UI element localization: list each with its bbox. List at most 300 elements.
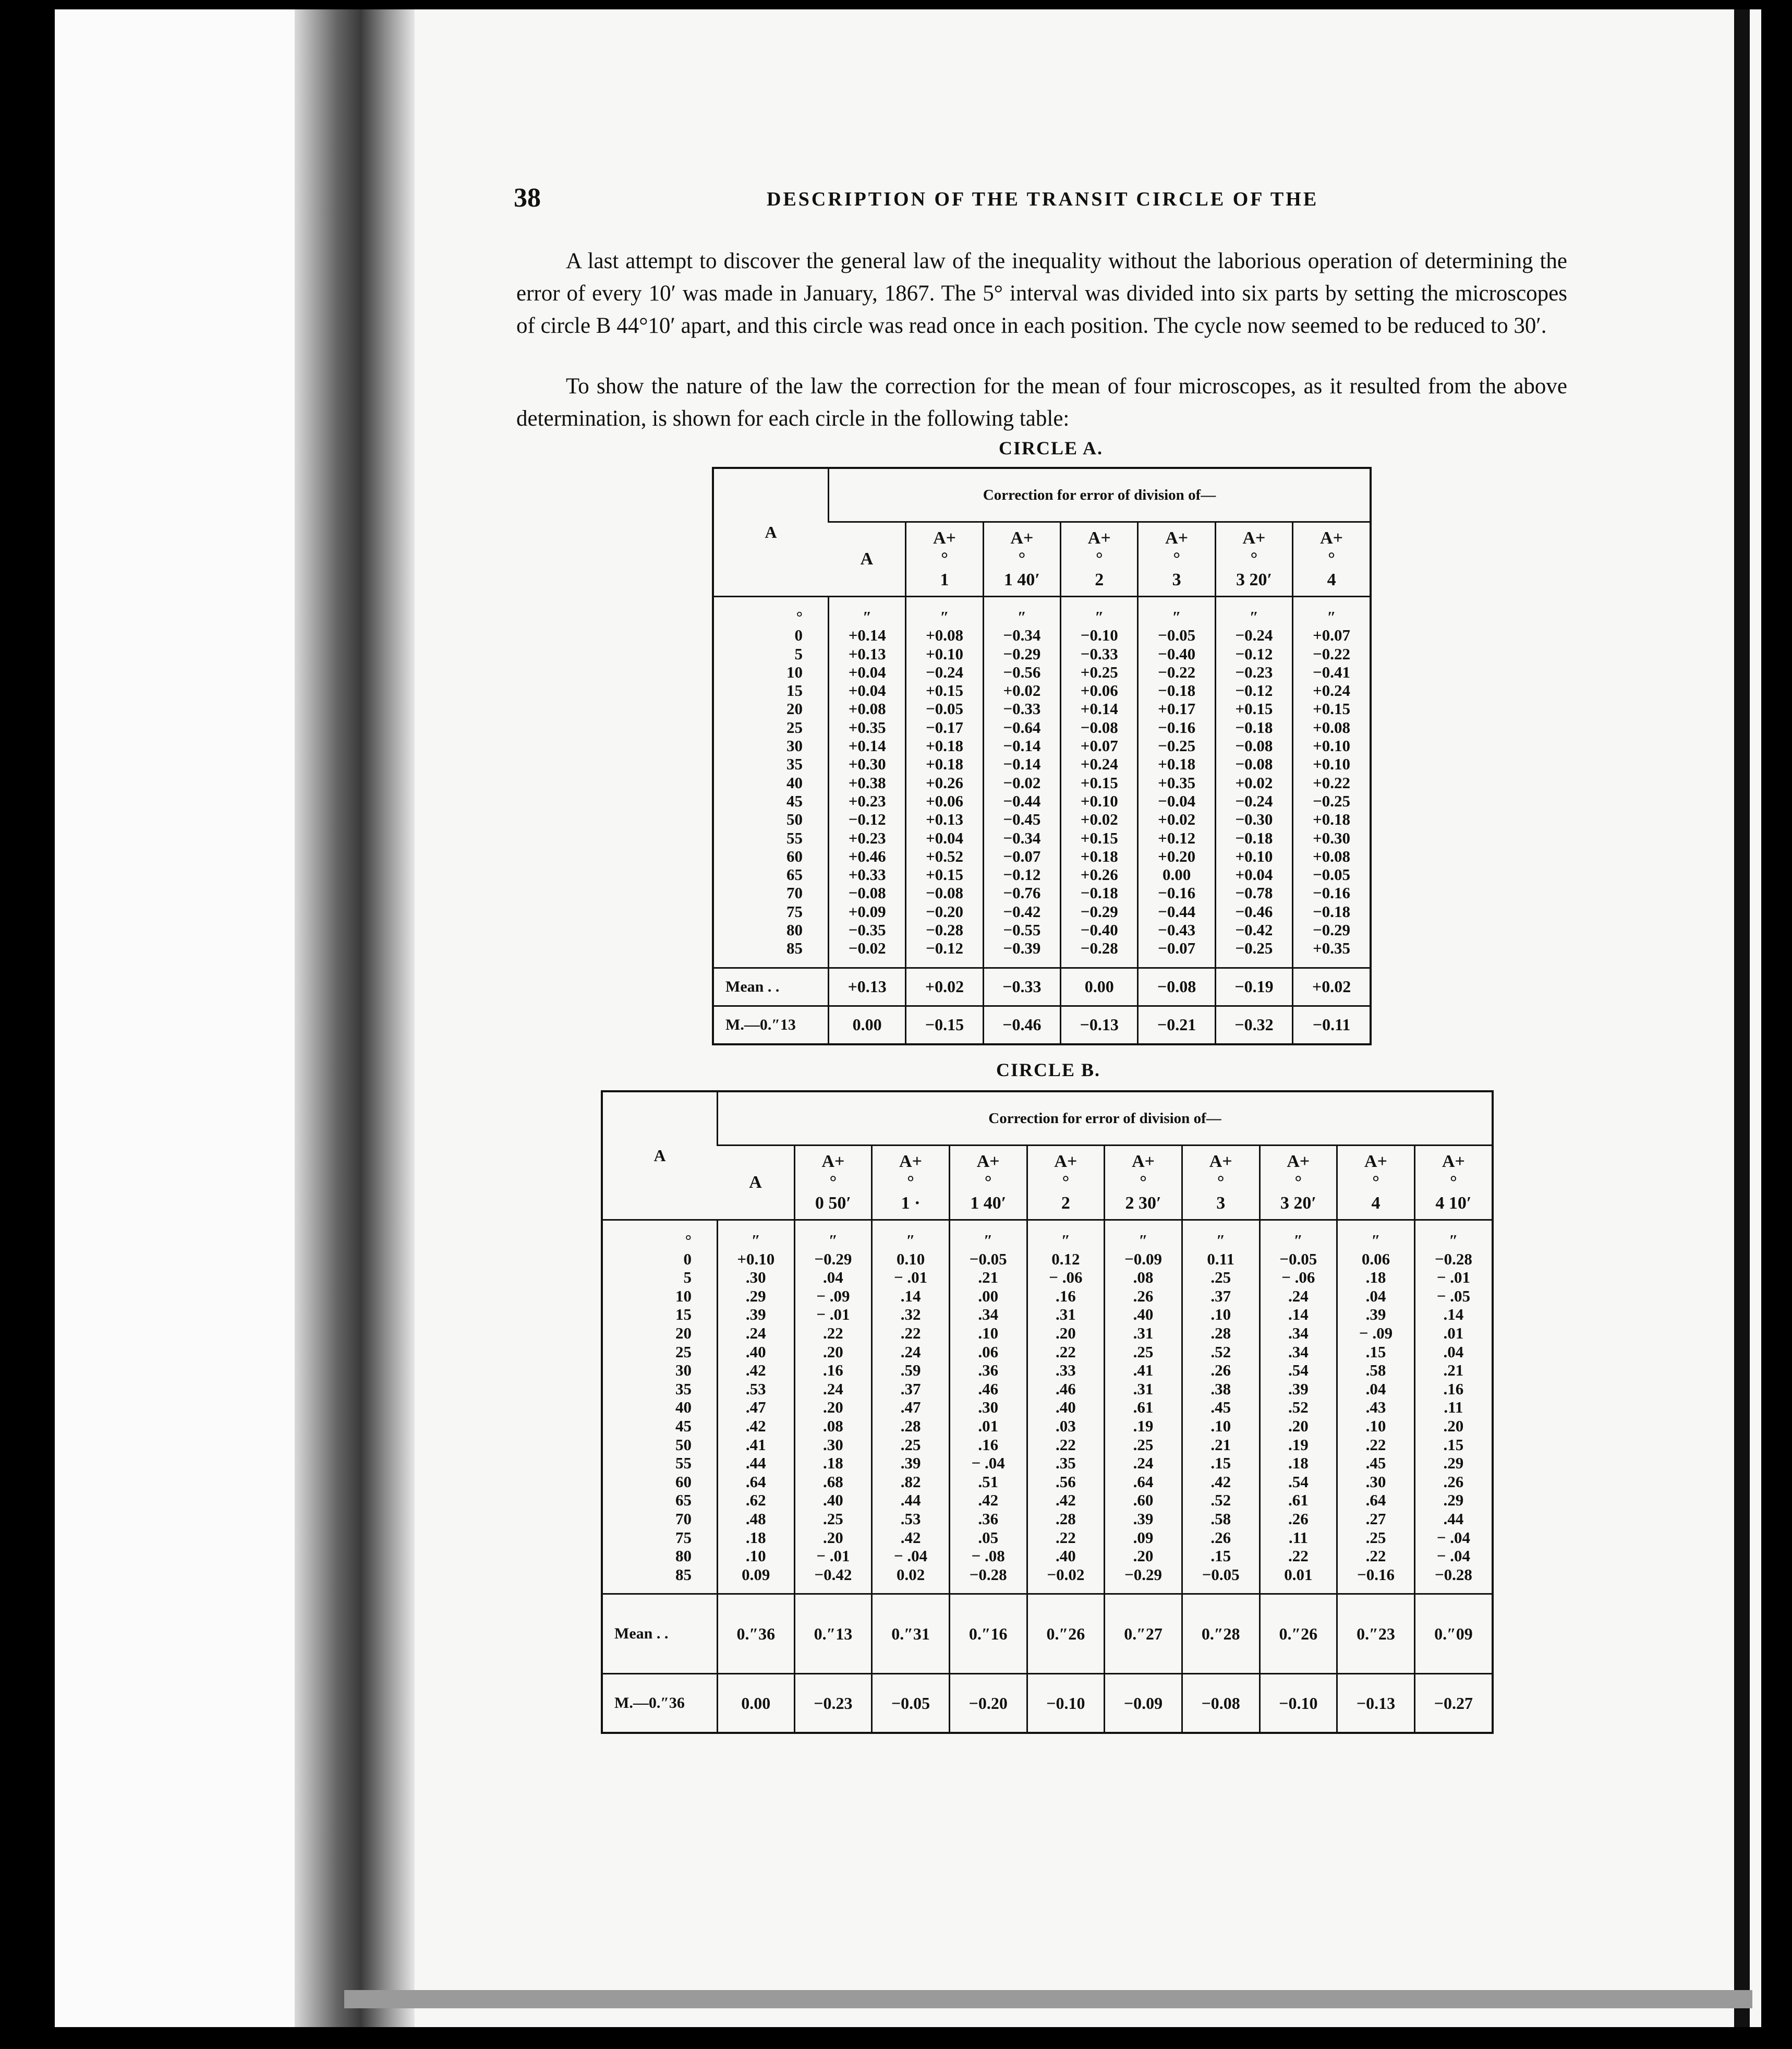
table-cell: − .04 bbox=[893, 1547, 928, 1565]
table-cell: .26 bbox=[1210, 1528, 1231, 1547]
paragraph: To show the nature of the law the correction for the mean of four microscopes, as it resulted from the above determination, is shown for each circle in the following table: bbox=[516, 374, 1567, 431]
mean-value: 0.″27 bbox=[1105, 1594, 1182, 1674]
argument-value: 5 bbox=[794, 644, 803, 663]
table-cell: +0.25 bbox=[1080, 662, 1118, 681]
table-cell: −0.46 bbox=[1235, 902, 1273, 921]
table-cell: +0.08 bbox=[926, 626, 963, 645]
table-cell: +0.18 bbox=[1080, 847, 1118, 865]
mean-value: 0.″28 bbox=[1182, 1594, 1260, 1674]
table-cell: −0.29 bbox=[814, 1249, 852, 1268]
table-cell: −0.08 bbox=[1080, 718, 1118, 737]
column-header: A+ ° 1 40′ bbox=[983, 522, 1060, 597]
table-cell: ″ bbox=[1216, 1231, 1226, 1249]
table-cell: .47 bbox=[900, 1398, 921, 1417]
table-cell: +0.10 bbox=[1080, 791, 1118, 810]
column-header: A+ ° 3 20′ bbox=[1260, 1146, 1337, 1220]
table-cell: −0.40 bbox=[1158, 644, 1196, 663]
value-column bbox=[872, 1220, 950, 1594]
table-cell: .41 bbox=[745, 1435, 766, 1454]
table-cell: .20 bbox=[1056, 1323, 1076, 1342]
mean-difference-value: −0.13 bbox=[1061, 1006, 1138, 1044]
table-cell: ″ bbox=[1371, 1231, 1381, 1249]
table-cell: −0.05 bbox=[1158, 626, 1196, 645]
table-cell: .51 bbox=[978, 1472, 999, 1491]
table-cell: .04 bbox=[1365, 1286, 1386, 1305]
table-cell: −0.55 bbox=[1003, 921, 1041, 939]
table-cell: −0.33 bbox=[1080, 644, 1118, 663]
table-cell: ″ bbox=[1139, 1231, 1148, 1249]
value-list bbox=[795, 1231, 871, 1584]
table-cell: .48 bbox=[745, 1509, 766, 1528]
table-cell: +0.14 bbox=[848, 737, 886, 755]
table-cell: .24 bbox=[745, 1323, 766, 1342]
table-cell: .22 bbox=[1288, 1547, 1309, 1565]
column-header: A bbox=[829, 522, 906, 597]
table-cell: ″ bbox=[1249, 608, 1259, 626]
value-column bbox=[1027, 1220, 1105, 1594]
table-cell: −0.18 bbox=[1235, 828, 1273, 847]
table-cell: −0.29 bbox=[1124, 1565, 1162, 1584]
value-list bbox=[1028, 1231, 1104, 1584]
mean-difference-value: −0.23 bbox=[794, 1674, 872, 1733]
value-list bbox=[1293, 608, 1370, 958]
table-cell: .46 bbox=[978, 1379, 999, 1398]
mean-value: 0.″13 bbox=[794, 1594, 872, 1674]
table-cell: −0.12 bbox=[926, 939, 963, 958]
table-cell: − .06 bbox=[1049, 1268, 1083, 1287]
argument-value: 40 bbox=[675, 1398, 692, 1417]
value-column bbox=[1414, 1220, 1493, 1594]
table-cell: .54 bbox=[1288, 1472, 1309, 1491]
table-cell: +0.15 bbox=[1080, 773, 1118, 792]
table-cell: .42 bbox=[745, 1361, 766, 1380]
mean-row bbox=[713, 968, 1371, 1006]
table-cell: − .01 bbox=[1436, 1268, 1470, 1287]
column-header: A+ ° 3 bbox=[1138, 522, 1215, 597]
table-cell: .37 bbox=[900, 1379, 921, 1398]
mean-value: 0.″16 bbox=[949, 1594, 1027, 1674]
table-cell: .36 bbox=[978, 1509, 999, 1528]
table-cell: −0.29 bbox=[1003, 644, 1041, 663]
table-cell: ″ bbox=[1172, 608, 1181, 626]
table-cell: − .08 bbox=[971, 1547, 1005, 1565]
table-cell: − .05 bbox=[1436, 1286, 1470, 1305]
table-cell: +0.52 bbox=[926, 847, 963, 865]
mean-value: +0.13 bbox=[829, 968, 906, 1006]
table-cell: ″ bbox=[940, 608, 949, 626]
mean-label: Mean . . bbox=[713, 968, 829, 1006]
table-cell: +0.13 bbox=[926, 810, 963, 829]
mean-difference-value: −0.20 bbox=[949, 1674, 1027, 1733]
table-cell: .35 bbox=[1056, 1454, 1076, 1473]
table-cell: .15 bbox=[1365, 1342, 1386, 1361]
table-cell: −0.76 bbox=[1003, 884, 1041, 902]
table-cell: −0.07 bbox=[1003, 847, 1041, 865]
table-cell: +0.18 bbox=[1158, 755, 1196, 774]
page-number: 38 bbox=[514, 183, 541, 213]
mean-value: +0.02 bbox=[906, 968, 983, 1006]
column-header: A+ ° 1 bbox=[906, 522, 983, 597]
table-cell: −0.05 bbox=[1313, 865, 1351, 884]
mean-difference-value: −0.11 bbox=[1293, 1006, 1371, 1044]
table-cell: .29 bbox=[1443, 1454, 1464, 1473]
table-cell: .10 bbox=[745, 1547, 766, 1565]
column-header: A+ ° 2 bbox=[1061, 522, 1138, 597]
argument-value: 30 bbox=[675, 1361, 692, 1380]
table-cell: +0.02 bbox=[1235, 773, 1273, 792]
paragraph: A last attempt to discover the general law of the inequality without the laborious operation of determining the error of every 10′ was made in January, 1867. The 5° interval was divided into six parts by setting the microscopes of circle B 44°10′ apart, and this circle was read once in each position. The cycle now seemed to be reduced to 30′. bbox=[516, 249, 1567, 338]
table-cell: .64 bbox=[1365, 1491, 1386, 1510]
table-cell: −0.20 bbox=[926, 902, 963, 921]
table-cell: .22 bbox=[1056, 1342, 1076, 1361]
table-cell: .24 bbox=[900, 1342, 921, 1361]
table-caption: CIRCLE A. bbox=[998, 438, 1104, 459]
table-cell: 0.10 bbox=[896, 1249, 925, 1268]
value-column bbox=[983, 597, 1060, 968]
argument-column bbox=[713, 597, 829, 968]
table-cell: .40 bbox=[1056, 1398, 1076, 1417]
argument-value: 15 bbox=[786, 681, 803, 700]
argument-value: 25 bbox=[786, 718, 803, 737]
table-cell: .58 bbox=[1210, 1509, 1231, 1528]
table-cell: +0.20 bbox=[1158, 847, 1196, 865]
argument-value: 70 bbox=[675, 1509, 692, 1528]
table-cell: −0.56 bbox=[1003, 662, 1041, 681]
table-cell: .20 bbox=[823, 1528, 843, 1547]
value-column bbox=[1061, 597, 1138, 968]
argument-value: 45 bbox=[786, 791, 803, 810]
table-cell: −0.02 bbox=[1003, 773, 1041, 792]
table-cell: −0.28 bbox=[1080, 939, 1118, 958]
value-list bbox=[1415, 1231, 1492, 1584]
table-cell: +0.14 bbox=[848, 626, 886, 645]
mean-row bbox=[602, 1594, 1493, 1674]
value-column bbox=[794, 1220, 872, 1594]
table-cell: ″ bbox=[984, 1231, 993, 1249]
table-cell: .28 bbox=[900, 1416, 921, 1435]
mean-value: 0.00 bbox=[1061, 968, 1138, 1006]
table-cell: − .09 bbox=[1359, 1323, 1393, 1342]
table-cell: .40 bbox=[823, 1491, 843, 1510]
value-column bbox=[1182, 1220, 1260, 1594]
table-cell: −0.30 bbox=[1235, 810, 1273, 829]
mean-difference-row bbox=[713, 1006, 1371, 1044]
table-cell: .40 bbox=[1056, 1547, 1076, 1565]
table-cell: +0.04 bbox=[1235, 865, 1273, 884]
table-cell: −0.41 bbox=[1313, 662, 1351, 681]
table-cell: .04 bbox=[823, 1268, 843, 1287]
mean-difference-value: −0.13 bbox=[1337, 1674, 1415, 1733]
table-cell: .22 bbox=[1365, 1435, 1386, 1454]
table-cell: +0.02 bbox=[1158, 810, 1196, 829]
argument-value: 80 bbox=[786, 921, 803, 939]
table-cell: −0.16 bbox=[1158, 884, 1196, 902]
table-cell: +0.24 bbox=[1080, 755, 1118, 774]
table-cell: .22 bbox=[823, 1323, 843, 1342]
mean-difference-row bbox=[602, 1674, 1493, 1733]
mean-difference-value: −0.21 bbox=[1138, 1006, 1215, 1044]
table-cell: −0.24 bbox=[1235, 626, 1273, 645]
table-cell: .62 bbox=[745, 1491, 766, 1510]
value-list bbox=[829, 608, 905, 958]
table-cell: .20 bbox=[823, 1342, 843, 1361]
table-cell: .53 bbox=[900, 1509, 921, 1528]
table-cell: +0.22 bbox=[1313, 773, 1351, 792]
table-cell: .15 bbox=[1210, 1454, 1231, 1473]
argument-value: 30 bbox=[786, 737, 803, 755]
table-cell: −0.18 bbox=[1313, 902, 1351, 921]
table-cell: +0.09 bbox=[848, 902, 886, 921]
table-cell: .31 bbox=[1133, 1379, 1154, 1398]
table-cell: −0.24 bbox=[926, 662, 963, 681]
table-cell: .47 bbox=[745, 1398, 766, 1417]
correction-group-header: Correction for error of division of— bbox=[718, 1091, 1493, 1146]
table-cell: ″ bbox=[828, 1231, 838, 1249]
table-cell: .32 bbox=[900, 1305, 921, 1324]
table-cell: .22 bbox=[1365, 1547, 1386, 1565]
table-cell: .30 bbox=[978, 1398, 999, 1417]
table-cell: +0.04 bbox=[848, 681, 886, 700]
table-cell: .42 bbox=[745, 1416, 766, 1435]
table-cell: .11 bbox=[1444, 1398, 1463, 1417]
table-cell: +0.04 bbox=[926, 828, 963, 847]
table-cell: +0.12 bbox=[1158, 828, 1196, 847]
table-cell: .58 bbox=[1365, 1361, 1386, 1380]
argument-value: 10 bbox=[675, 1286, 692, 1305]
table-cell: .26 bbox=[1133, 1286, 1154, 1305]
table-cell: −0.45 bbox=[1003, 810, 1041, 829]
value-list bbox=[1216, 608, 1292, 958]
table-cell: +0.18 bbox=[926, 755, 963, 774]
table-cell: ″ bbox=[1061, 1231, 1070, 1249]
table-cell: .00 bbox=[978, 1286, 999, 1305]
table-cell: .03 bbox=[1056, 1416, 1076, 1435]
table-cell: .15 bbox=[1210, 1547, 1231, 1565]
table-cell: .25 bbox=[1133, 1435, 1154, 1454]
table-cell: −0.12 bbox=[1003, 865, 1041, 884]
table-cell: +0.38 bbox=[848, 773, 886, 792]
table-cell: .33 bbox=[1056, 1361, 1076, 1380]
mean-value: 0.″09 bbox=[1414, 1594, 1493, 1674]
mean-value: −0.33 bbox=[983, 968, 1060, 1006]
table-cell: −0.44 bbox=[1003, 791, 1041, 810]
argument-value: 65 bbox=[786, 865, 803, 884]
table-cell: .44 bbox=[1443, 1509, 1464, 1528]
header-row bbox=[602, 1091, 1493, 1146]
table-cell: −0.08 bbox=[1235, 755, 1273, 774]
table-cell: +0.08 bbox=[848, 700, 886, 718]
table-cell: −0.35 bbox=[848, 921, 886, 939]
table-cell: −0.64 bbox=[1003, 718, 1041, 737]
table-cell: −0.05 bbox=[1202, 1565, 1240, 1584]
value-list bbox=[950, 1231, 1026, 1584]
facing-page-margin bbox=[55, 9, 295, 2027]
value-column bbox=[1105, 1220, 1182, 1594]
mean-value: 0.″36 bbox=[718, 1594, 795, 1674]
table-cell: −0.42 bbox=[814, 1565, 852, 1584]
table-cell: +0.07 bbox=[1313, 626, 1351, 645]
table-cell: .45 bbox=[1210, 1398, 1231, 1417]
argument-value: 20 bbox=[675, 1323, 692, 1342]
mean-difference-value: −0.05 bbox=[872, 1674, 950, 1733]
mean-difference-value: −0.15 bbox=[906, 1006, 983, 1044]
mean-value: +0.02 bbox=[1293, 968, 1371, 1006]
mean-difference-label: M.—0.″36 bbox=[602, 1674, 718, 1733]
table-cell: .82 bbox=[900, 1472, 921, 1491]
table-cell: .30 bbox=[823, 1435, 843, 1454]
table-cell: −0.04 bbox=[1158, 791, 1196, 810]
table-cell: −0.05 bbox=[969, 1249, 1007, 1268]
table-cell: − .01 bbox=[816, 1305, 850, 1324]
argument-value: 10 bbox=[786, 662, 803, 681]
mean-value: −0.19 bbox=[1215, 968, 1292, 1006]
table-cell: −0.40 bbox=[1080, 921, 1118, 939]
table-cell: +0.06 bbox=[926, 791, 963, 810]
table-cell: .10 bbox=[978, 1323, 999, 1342]
table-cell: −0.16 bbox=[1313, 884, 1351, 902]
argument-value: 70 bbox=[786, 884, 803, 902]
argument-value: 75 bbox=[675, 1528, 692, 1547]
table-cell: .16 bbox=[1443, 1379, 1464, 1398]
table-cell: +0.24 bbox=[1313, 681, 1351, 700]
table-cell: −0.24 bbox=[1235, 791, 1273, 810]
table-cell: −0.43 bbox=[1158, 921, 1196, 939]
table-cell: +0.02 bbox=[1080, 810, 1118, 829]
table-cell: .40 bbox=[745, 1342, 766, 1361]
table-cell: +0.10 bbox=[1313, 755, 1351, 774]
table-cell: .26 bbox=[1288, 1509, 1309, 1528]
table-cell: .28 bbox=[1056, 1509, 1076, 1528]
table-cell: −0.08 bbox=[1235, 737, 1273, 755]
argument-header: A bbox=[713, 468, 829, 597]
table-cell: +0.35 bbox=[1158, 773, 1196, 792]
table-cell: .11 bbox=[1288, 1528, 1308, 1547]
column-header: A+ ° 2 bbox=[1027, 1146, 1105, 1220]
table-cell: .19 bbox=[1133, 1416, 1154, 1435]
column-header: A bbox=[718, 1146, 795, 1220]
argument-value: 0 bbox=[683, 1249, 692, 1268]
data-body-row bbox=[713, 597, 1371, 968]
table-cell: ″ bbox=[863, 608, 872, 626]
table-cell: .37 bbox=[1210, 1286, 1231, 1305]
table-cell: −0.28 bbox=[969, 1565, 1007, 1584]
table-cell: .09 bbox=[1133, 1528, 1154, 1547]
table-cell: −0.05 bbox=[1279, 1249, 1317, 1268]
table-cell: .40 bbox=[1133, 1305, 1154, 1324]
table-cell: .27 bbox=[1365, 1509, 1386, 1528]
table-cell: .20 bbox=[823, 1398, 843, 1417]
mean-difference-value: −0.27 bbox=[1414, 1674, 1493, 1733]
argument-list bbox=[603, 1231, 692, 1584]
table-cell: .39 bbox=[900, 1454, 921, 1473]
table-cell: .31 bbox=[1056, 1305, 1076, 1324]
table-cell: −0.05 bbox=[926, 700, 963, 718]
table-cell: −0.08 bbox=[848, 884, 886, 902]
table-cell: +0.15 bbox=[926, 865, 963, 884]
argument-value: 80 bbox=[675, 1547, 692, 1565]
value-column bbox=[829, 597, 906, 968]
table-cell: +0.35 bbox=[1313, 939, 1351, 958]
column-header: A+ ° 4 bbox=[1337, 1146, 1415, 1220]
table-cell: +0.30 bbox=[848, 755, 886, 774]
table-cell: +0.10 bbox=[926, 644, 963, 663]
table-cell: −0.23 bbox=[1235, 662, 1273, 681]
argument-column bbox=[602, 1220, 718, 1594]
value-list bbox=[1261, 1231, 1337, 1584]
table-cell: .44 bbox=[745, 1454, 766, 1473]
argument-value: 40 bbox=[786, 773, 803, 792]
table-cell: ″ bbox=[1095, 608, 1104, 626]
table-cell: .44 bbox=[900, 1491, 921, 1510]
column-header: A+ ° 1 · bbox=[872, 1146, 950, 1220]
table-cell: .15 bbox=[1443, 1435, 1464, 1454]
table-cell: −0.34 bbox=[1003, 828, 1041, 847]
data-body-row bbox=[602, 1220, 1493, 1594]
value-column bbox=[1215, 597, 1292, 968]
table-cell: .16 bbox=[823, 1361, 843, 1380]
table-cell: .10 bbox=[1210, 1305, 1231, 1324]
mean-value: 0.″26 bbox=[1260, 1594, 1337, 1674]
table-cell: .34 bbox=[1288, 1323, 1309, 1342]
table-caption: CIRCLE B. bbox=[996, 1059, 1101, 1080]
argument-header: A bbox=[602, 1091, 718, 1220]
table-cell: .10 bbox=[1365, 1416, 1386, 1435]
table-cell: .64 bbox=[745, 1472, 766, 1491]
table-cell: −0.12 bbox=[848, 810, 886, 829]
table-cell: +0.10 bbox=[1313, 737, 1351, 755]
mean-difference-label: M.—0.″13 bbox=[713, 1006, 829, 1044]
table-cell: +0.06 bbox=[1080, 681, 1118, 700]
table-cell: +0.08 bbox=[1313, 847, 1351, 865]
table-cell: .64 bbox=[1133, 1472, 1154, 1491]
table-cell: .24 bbox=[823, 1379, 843, 1398]
table-cell: −0.14 bbox=[1003, 755, 1041, 774]
running-head: DESCRIPTION OF THE TRANSIT CIRCLE OF THE bbox=[767, 188, 1319, 210]
table-cell: +0.13 bbox=[848, 644, 886, 663]
circle-a-table bbox=[712, 467, 1372, 1045]
table-cell: −0.34 bbox=[1003, 626, 1041, 645]
argument-value: 45 bbox=[675, 1416, 692, 1435]
column-header: A+ ° 3 20′ bbox=[1215, 522, 1292, 597]
table-cell: +0.23 bbox=[848, 791, 886, 810]
table-cell: −0.09 bbox=[1124, 1249, 1162, 1268]
value-list bbox=[1139, 608, 1214, 958]
value-column bbox=[1293, 597, 1371, 968]
argument-list bbox=[714, 608, 803, 958]
value-column bbox=[906, 597, 983, 968]
table-cell: .14 bbox=[1288, 1305, 1309, 1324]
page-edge-bottom bbox=[344, 1990, 1752, 2008]
table-cell: +0.17 bbox=[1158, 700, 1196, 718]
table-cell: − .01 bbox=[893, 1268, 928, 1287]
table-cell: .61 bbox=[1288, 1491, 1309, 1510]
table-cell: .34 bbox=[1288, 1342, 1309, 1361]
table-cell: .18 bbox=[745, 1528, 766, 1547]
correction-group-header: Correction for error of division of— bbox=[829, 468, 1371, 522]
mean-difference-value: −0.08 bbox=[1182, 1674, 1260, 1733]
argument-value: 60 bbox=[675, 1472, 692, 1491]
table-cell: .21 bbox=[1210, 1435, 1231, 1454]
table-cell: 0.01 bbox=[1284, 1565, 1313, 1584]
table-cell: −0.78 bbox=[1235, 884, 1273, 902]
table-cell: +0.35 bbox=[848, 718, 886, 737]
table-cell: +0.30 bbox=[1313, 828, 1351, 847]
table-cell: .06 bbox=[978, 1342, 999, 1361]
table-cell: +0.08 bbox=[1313, 718, 1351, 737]
table-cell: +0.10 bbox=[737, 1249, 775, 1268]
table-cell: .21 bbox=[1443, 1361, 1464, 1380]
table-cell: .01 bbox=[1443, 1323, 1464, 1342]
